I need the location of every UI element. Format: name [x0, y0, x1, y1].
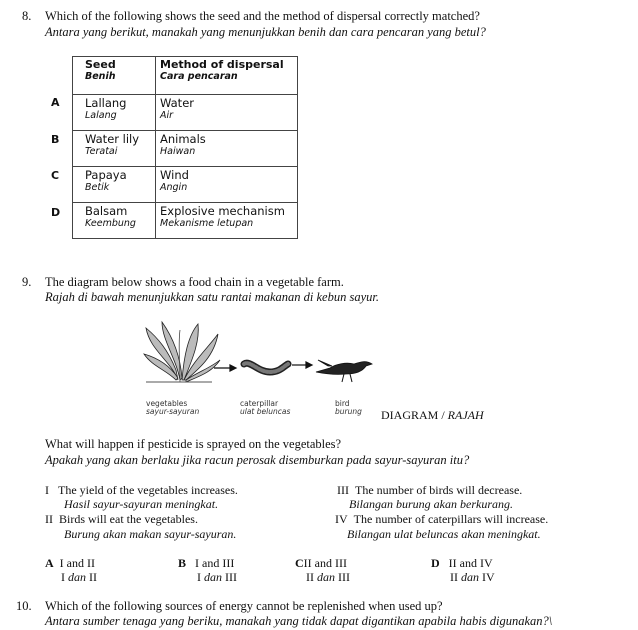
method-cell: [156, 203, 298, 239]
arrow-icon: [292, 362, 312, 368]
seed-header-label-ms: Benih: [85, 71, 116, 82]
option-b[interactable]: [178, 556, 237, 584]
caterpillar-label-ms: ulat beluncas: [240, 407, 291, 416]
seed-name: Papaya: [85, 168, 127, 182]
statement-i: [45, 483, 238, 498]
vegetables-illustration: [144, 322, 220, 382]
seed-name-ms: Teratai: [85, 146, 118, 157]
method-name: Explosive mechanism: [160, 204, 285, 218]
method-name: Water: [160, 96, 194, 110]
q8-question-ms: Antara yang berikut, manakah yang menunjukkan benih dan cara pencaran yang betul?: [45, 25, 486, 39]
caterpillar-caption: [240, 400, 290, 416]
seed-name-ms: Lalang: [85, 110, 117, 121]
table-row: [73, 167, 298, 203]
seed-cell: [73, 203, 156, 239]
table-row: [73, 203, 298, 239]
arrow-icon: [214, 365, 236, 371]
statement-num: IV: [335, 512, 348, 526]
option-text-ms: II dan III: [306, 570, 350, 584]
option-text: II and IV: [448, 556, 493, 570]
option-text-ms: I dan II: [61, 570, 97, 584]
option-text: I and III: [195, 556, 235, 570]
statement-ii: [45, 512, 198, 527]
bird-illustration: [316, 360, 372, 382]
method-header-label: Method of dispersal: [160, 58, 284, 71]
q8-row-label-a: A: [51, 96, 60, 109]
bird-label-ms: burung: [335, 407, 362, 416]
vegetables-label: vegetables: [146, 399, 188, 408]
statement-i-ms: Hasil sayur-sayuran meningkat.: [64, 497, 219, 511]
method-name-ms: Mekanisme letupan: [160, 218, 254, 229]
option-letter: C: [295, 556, 304, 570]
option-letter: D: [431, 556, 440, 570]
method-header-label-ms: Cara pencaran: [160, 71, 238, 82]
method-header: [156, 57, 298, 95]
vegetables-label-ms: sayur-sayuran: [146, 407, 200, 416]
option-text-ms: I dan III: [197, 570, 237, 584]
seed-header: [73, 57, 156, 95]
method-cell: [156, 167, 298, 203]
table-row: [73, 95, 298, 131]
bird-label: bird: [335, 399, 350, 408]
q8-row-label-b: B: [51, 133, 60, 146]
statement-iii: [337, 483, 522, 498]
q10-question-ms: Antara sumber tenaga yang beriku, manakah yang tidak dapat digantikan apabila habis digunakan?\: [45, 614, 553, 628]
caterpillar-illustration: [244, 363, 288, 372]
statement-text: The number of birds will decrease.: [355, 483, 523, 497]
seed-cell: [73, 131, 156, 167]
option-text: II and III: [303, 556, 347, 570]
food-chain-diagram: [140, 320, 380, 390]
seed-header-label: Seed: [85, 58, 116, 71]
statement-text: Birds will eat the vegetables.: [59, 512, 198, 526]
q9-sub-question: What will happen if pesticide is sprayed on the vegetables?: [45, 437, 342, 451]
seed-name-ms: Keembung: [85, 218, 136, 229]
method-name-ms: Air: [160, 110, 174, 121]
q9-question-ms: Rajah di bawah menunjukkan satu rantai makanan di kebun sayur.: [45, 290, 379, 304]
option-letter: B: [178, 556, 187, 570]
method-name: Animals: [160, 132, 206, 146]
seed-cell: [73, 95, 156, 131]
diagram-label: [381, 408, 484, 423]
method-name-ms: Angin: [160, 182, 188, 193]
q9-number: 9.: [22, 275, 32, 289]
q10-number: 10.: [16, 599, 32, 613]
option-text-ms: II dan IV: [450, 570, 495, 584]
method-cell: [156, 95, 298, 131]
method-name: Wind: [160, 168, 189, 182]
statement-num: I: [45, 483, 49, 497]
statement-num: II: [45, 512, 53, 526]
table-header-row: [73, 57, 298, 95]
statement-ii-ms: Burung akan makan sayur-sayuran.: [64, 527, 237, 541]
seed-name-ms: Betik: [85, 182, 110, 193]
seed-dispersal-table: [72, 56, 298, 239]
seed-name: Lallang: [85, 96, 127, 110]
method-cell: [156, 131, 298, 167]
vegetables-caption: [146, 400, 199, 416]
q8-row-label-d: D: [51, 206, 61, 219]
method-name-ms: Haiwan: [160, 146, 196, 157]
q8-number: 8.: [22, 9, 32, 23]
option-a[interactable]: [45, 556, 97, 584]
q8-row-label-c: C: [51, 169, 60, 182]
q10-question: Which of the following sources of energy cannot be replenished when used up?: [45, 599, 443, 613]
caterpillar-label: caterpillar: [240, 399, 279, 408]
option-text: I and II: [59, 556, 95, 570]
statement-text: The yield of the vegetables increases.: [58, 483, 238, 497]
option-d[interactable]: [431, 556, 495, 584]
seed-name: Water lily: [85, 132, 140, 146]
seed-cell: [73, 167, 156, 203]
option-c[interactable]: [295, 556, 350, 584]
option-letter: A: [45, 556, 54, 570]
q8-question: Which of the following shows the seed and the method of dispersal correctly matched?: [45, 9, 480, 23]
diagram-label-ms: RAJAH: [447, 408, 484, 422]
diagram-label-en: DIAGRAM /: [381, 408, 445, 422]
statement-iv-ms: Bilangan ulat beluncas akan meningkat.: [347, 527, 541, 541]
statement-num: III: [337, 483, 349, 497]
q9-question: The diagram below shows a food chain in a vegetable farm.: [45, 275, 344, 289]
statement-iv: [335, 512, 548, 527]
statement-iii-ms: Bilangan burung akan berkurang.: [349, 497, 513, 511]
statement-text: The number of caterpillars will increase.: [353, 512, 549, 526]
q9-sub-question-ms: Apakah yang akan berlaku jika racun perosak disemburkan pada sayur-sayuran itu?: [45, 453, 470, 467]
seed-name: Balsam: [85, 204, 128, 218]
bird-caption: [335, 400, 362, 416]
table-row: [73, 131, 298, 167]
